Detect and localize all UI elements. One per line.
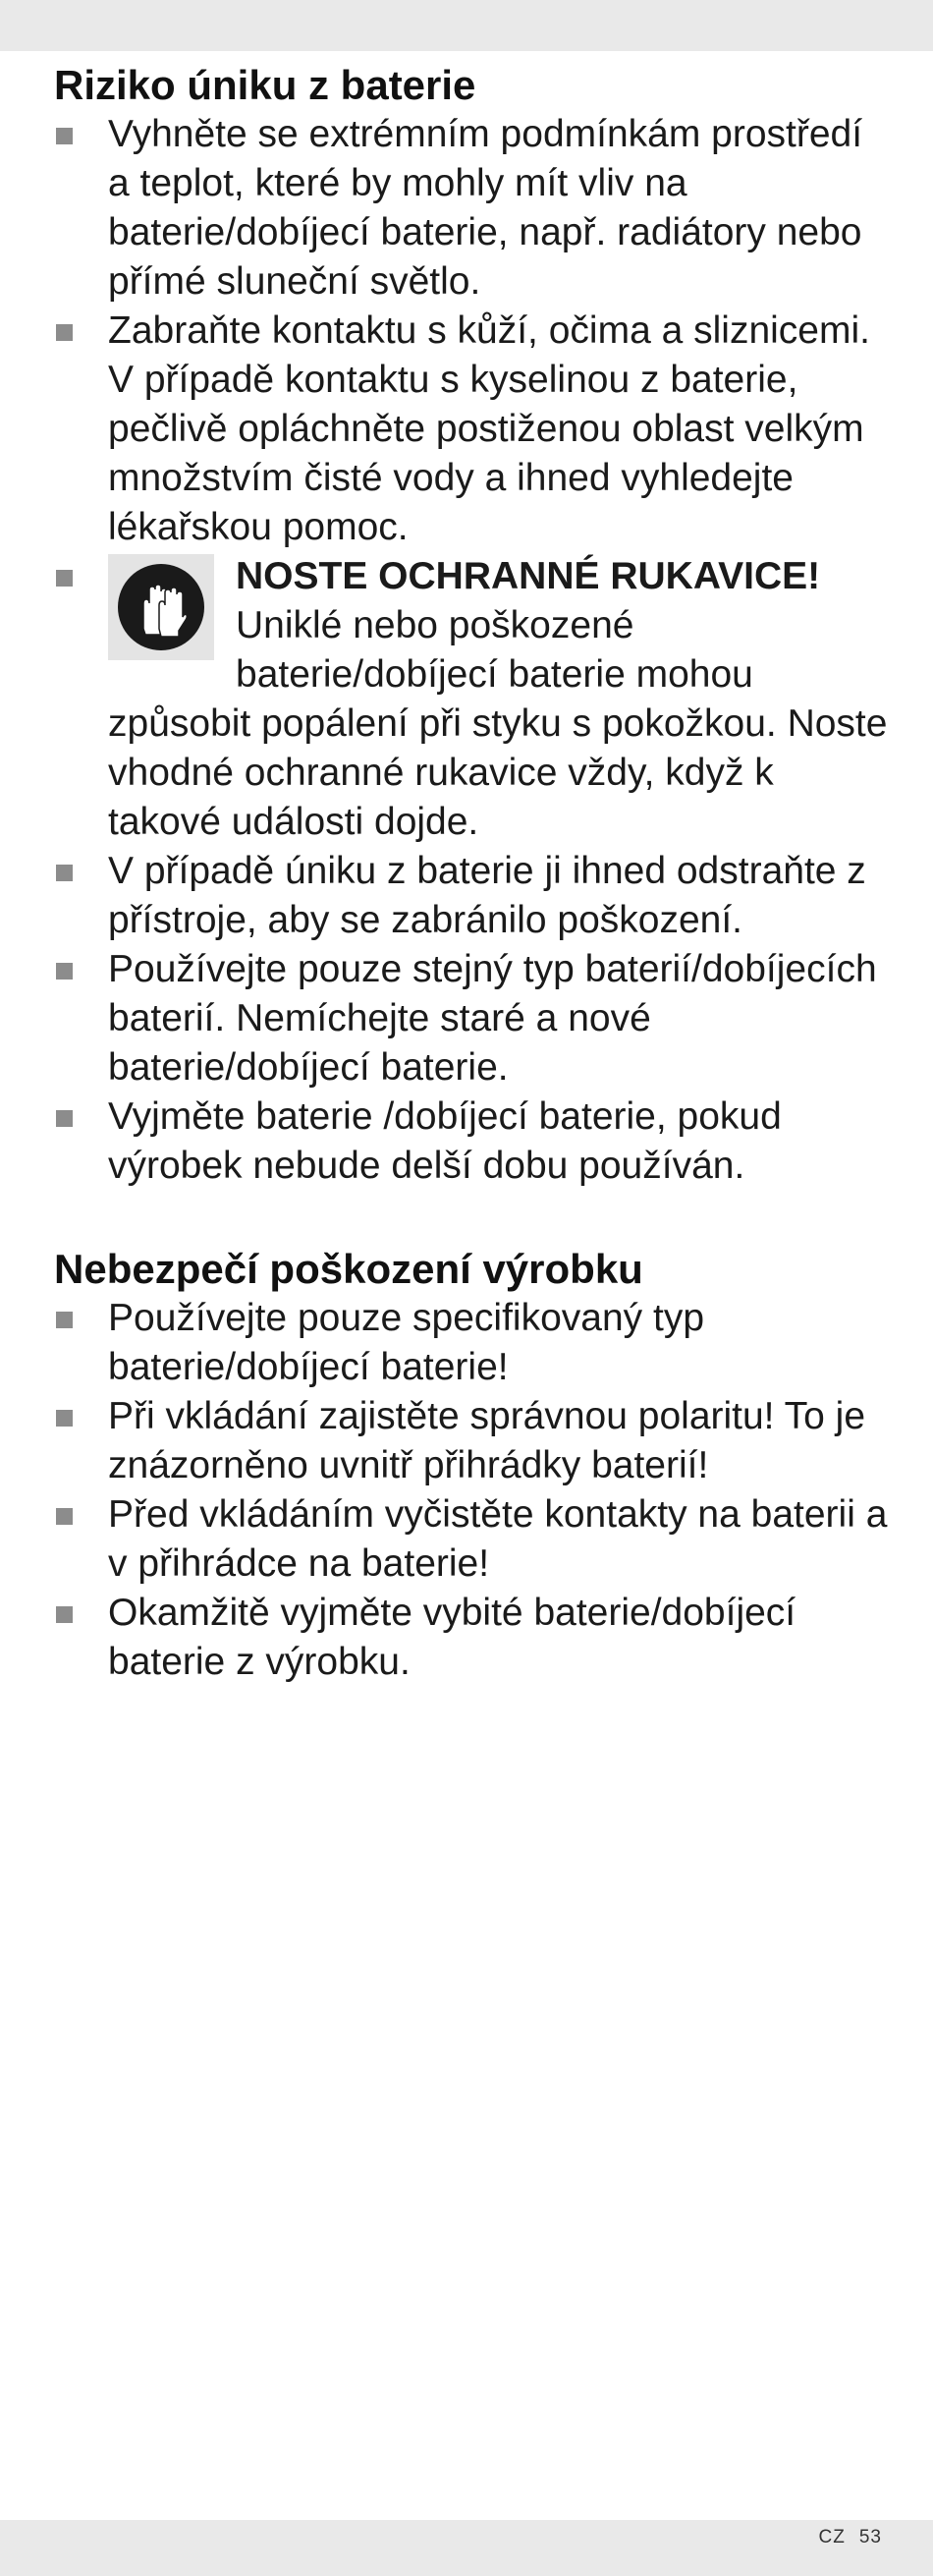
bullet-square — [56, 128, 73, 144]
list-item — [54, 1392, 889, 1490]
protective-gloves-icon — [108, 554, 214, 660]
section-product-damage — [54, 1245, 889, 1687]
list-item-text: Při vkládání zajistěte správnou polaritu! To je znázorněno uvnitř přihrádky baterií! — [108, 1395, 866, 1486]
list-item-text: Okamžitě vyjměte vybité baterie/dobíjecí baterie z výrobku. — [108, 1592, 796, 1683]
bullet-square — [56, 324, 73, 341]
list-item-text: Používejte pouze specifikovaný typ baterie/dobíjecí baterie! — [108, 1297, 705, 1388]
list-item — [54, 1092, 889, 1191]
list-item — [54, 945, 889, 1092]
bullet-square — [56, 1312, 73, 1328]
list-item-text: Vyjměte baterie /dobíjecí baterie, pokud výrobek nebude delší dobu používán. — [108, 1095, 782, 1187]
bullet-square — [56, 1410, 73, 1427]
list-item-gloves-warning — [54, 552, 889, 847]
list-item — [54, 1589, 889, 1687]
product-damage-list — [54, 1294, 889, 1687]
bullet-square — [56, 865, 73, 881]
list-item — [54, 847, 889, 945]
page-content — [54, 61, 889, 1687]
list-item — [54, 1490, 889, 1589]
list-item-text: Před vkládáním vyčistěte kontakty na baterii a v přihrádce na baterie! — [108, 1493, 888, 1585]
list-item-text: Zabraňte kontaktu s kůží, očima a sliznicemi. V případě kontaktu s kyselinou z baterie, pečlivě opláchněte postiženou oblast velkým množstvím čisté vody a ihned vyhledejte lékařskou pomoc. — [108, 309, 870, 548]
bullet-square — [56, 1508, 73, 1525]
leak-risk-list — [54, 110, 889, 1191]
language-code: CZ — [818, 2527, 846, 2548]
gloves-warning-text — [108, 555, 887, 843]
gloves-warning-bold: NOSTE OCHRANNÉ RUKAVICE! — [236, 555, 821, 597]
list-item — [54, 1294, 889, 1392]
top-bar — [0, 0, 933, 51]
section-heading-product-damage: Nebezpečí poškození výrobku — [54, 1246, 643, 1292]
list-item-text: Vyhněte se extrémním podmínkám prostředí a teplot, které by mohly mít vliv na baterie/dobíjecí baterie, např. radiátory nebo přímé sluneční světlo. — [108, 113, 863, 303]
list-item — [54, 307, 889, 552]
list-item-text: V případě úniku z baterie ji ihned odstraňte z přístroje, aby se zabránilo poškození. — [108, 850, 866, 941]
bullet-square — [56, 963, 73, 980]
bullet-square — [56, 1110, 73, 1127]
section-heading-leak-risk: Riziko úniku z baterie — [54, 62, 476, 108]
list-item-text: Používejte pouze stejný typ baterií/dobíjecích baterií. Nemíchejte staré a nové baterie/dobíjecí baterie. — [108, 948, 877, 1089]
page-number: 53 — [858, 2527, 882, 2548]
bullet-square — [56, 1606, 73, 1623]
page-footer — [819, 2527, 882, 2548]
bullet-square — [56, 570, 73, 587]
bottom-bar — [0, 2520, 933, 2576]
gloves-warning-body: Uniklé nebo poškozené baterie/dobíjecí baterie mohou způsobit popálení při styku s pokožkou. Noste vhodné ochranné rukavice vždy, když k takové události dojde. — [108, 604, 888, 843]
list-item — [54, 110, 889, 307]
